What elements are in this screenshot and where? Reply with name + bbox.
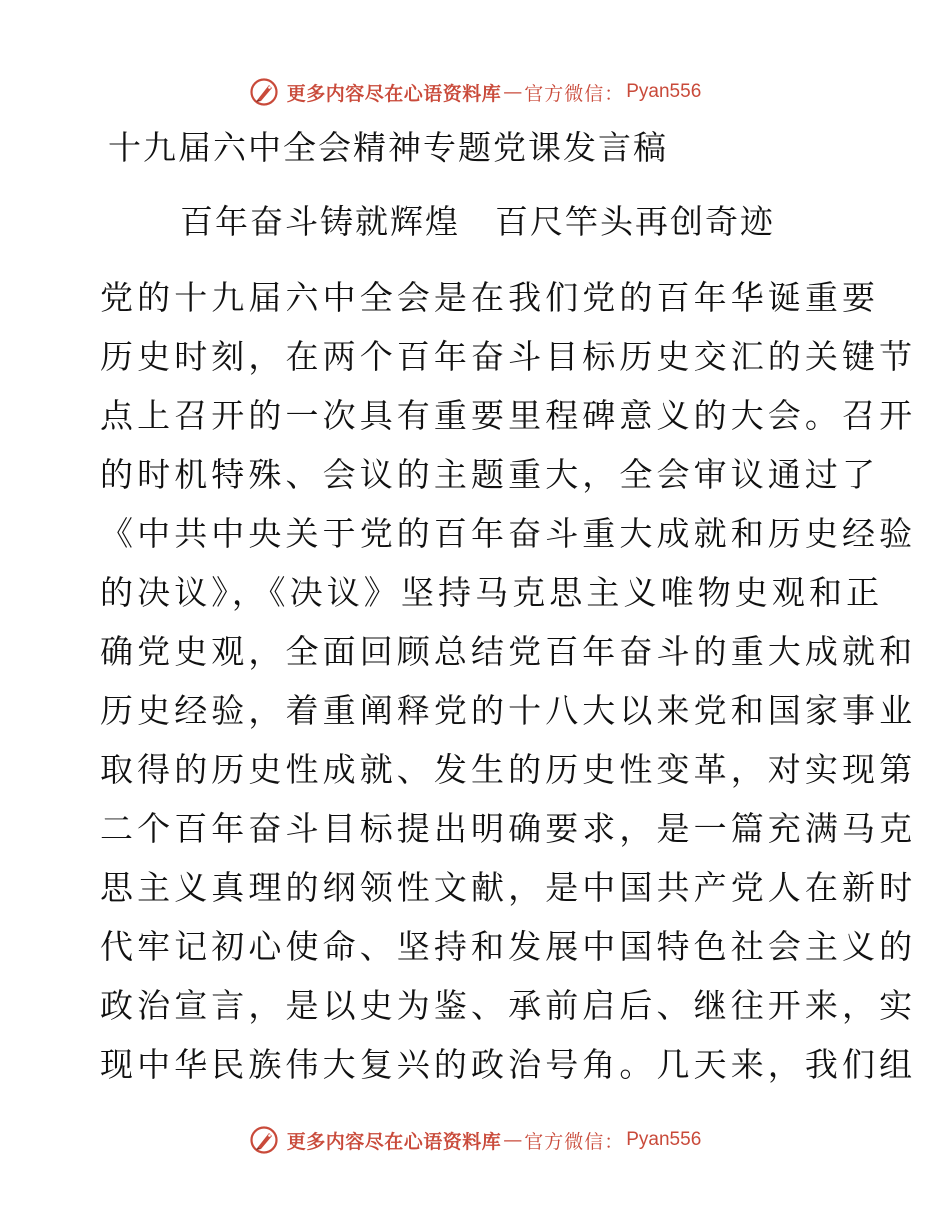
document-title: 十九届六中全会精神专题党课发言稿 [108,128,668,167]
document-body [100,268,917,1094]
banner-dash: — [503,81,523,103]
document-subtitle: 百年奋斗铸就辉煌 百尺竿头再创奇迹 [180,202,775,241]
header-banner [0,72,950,112]
pen-logo-icon [249,77,279,107]
body-line: 思主义真理的纲领性文献，是中国共产党人在新时 [100,868,917,907]
body-line: 的时机特殊、会议的主题重大，全会审议通过了 [100,455,880,494]
banner-wechat-label: 官方微信： [524,82,625,105]
banner-text [287,79,702,106]
pen-logo-icon [249,1125,279,1155]
banner-text [287,1127,702,1154]
body-line: 政治宣言，是以史为鉴、承前启后、继往开来，实 [100,986,917,1025]
body-line: 代牢记初心使命、坚持和发展中国特色社会主义的 [100,927,917,966]
body-line: 点上召开的一次具有重要里程碑意义的大会。召开 [100,396,917,435]
body-line: 取得的历史性成就、发生的历史性变革，对实现第 [100,750,917,789]
banner-dash: — [503,1129,523,1151]
body-line: 党的十九届六中全会是在我们党的百年华诞重要 [100,278,880,317]
banner-wechat-label: 官方微信： [524,1130,625,1153]
footer-banner [0,1120,950,1160]
banner-main-text: 更多内容尽在心语资料库 [286,82,502,105]
banner-wechat-id: Pyan556 [626,81,702,102]
body-line: 确党史观，全面回顾总结党百年奋斗的重大成就和 [100,632,917,671]
body-line: 《中共中央关于党的百年奋斗重大成就和历史经验 [100,514,917,553]
body-line: 历史经验，着重阐释党的十八大以来党和国家事业 [100,691,917,730]
body-line: 二个百年奋斗目标提出明确要求，是一篇充满马克 [100,809,917,848]
body-line: 历史时刻，在两个百年奋斗目标历史交汇的关键节 [100,337,917,376]
body-line: 的决议》，《决议》坚持马克思主义唯物史观和正 [100,573,884,612]
banner-main-text: 更多内容尽在心语资料库 [286,1130,502,1153]
body-line: 现中华民族伟大复兴的政治号角。几天来，我们组 [100,1045,917,1084]
banner-wechat-id: Pyan556 [626,1129,702,1150]
